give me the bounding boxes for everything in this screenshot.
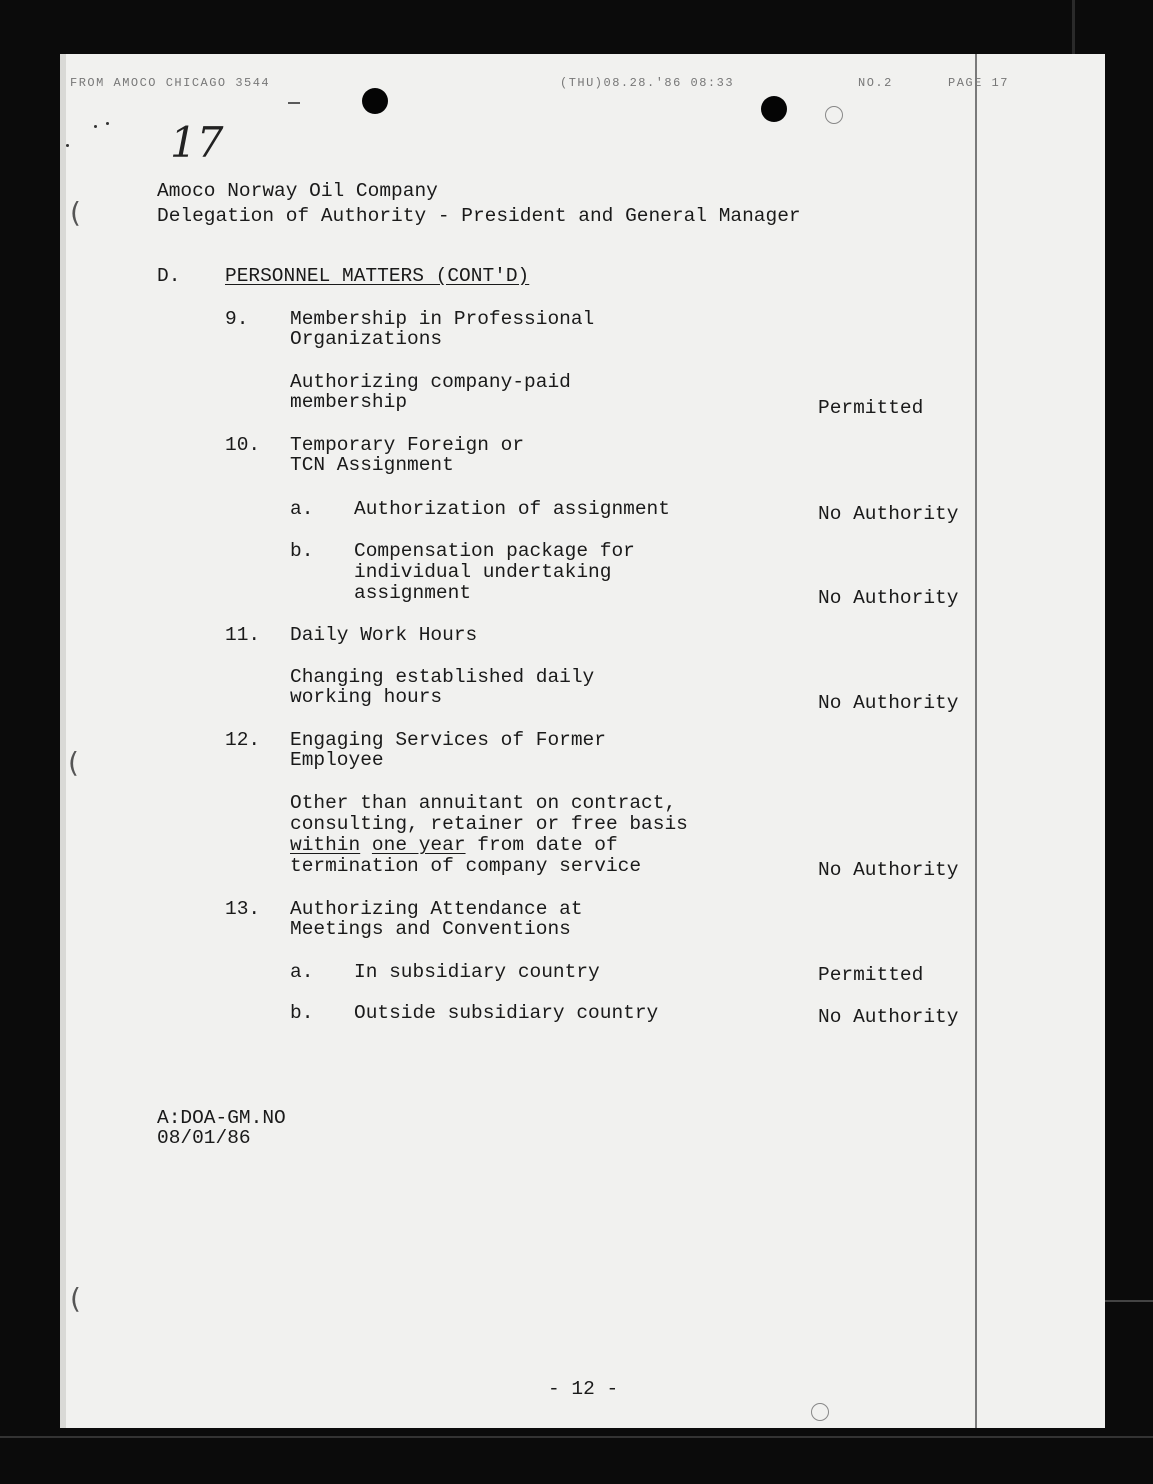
item-title: Meetings and Conventions	[290, 918, 571, 940]
fax-datetime: (THU)08.28.'86 08:33	[560, 76, 735, 90]
document-title: Delegation of Authority - President and General Manager	[157, 205, 801, 227]
description-rest: from date of	[465, 834, 618, 856]
item-title: Authorizing Attendance at	[290, 898, 583, 920]
item-description	[290, 835, 618, 856]
margin-line	[975, 54, 977, 1428]
margin-bracket: (	[70, 196, 81, 229]
item-title: Engaging Services of Former	[290, 729, 606, 751]
page-number: - 12 -	[548, 1378, 619, 1400]
authority-value: No Authority	[818, 859, 959, 881]
handwritten-page-number: 17	[170, 118, 224, 167]
item-number: 10.	[225, 434, 261, 456]
subitem-text: individual undertaking	[354, 561, 612, 583]
authority-value: No Authority	[818, 587, 959, 609]
fax-page: PAGE 17	[948, 76, 1009, 90]
emphasis-one-year: one year	[371, 834, 466, 856]
subitem-letter: b.	[290, 540, 314, 562]
subitem-text: assignment	[354, 582, 472, 604]
subitem-text: Authorization of assignment	[354, 498, 670, 520]
document-page	[60, 54, 1105, 1428]
item-number: 9.	[225, 308, 249, 330]
ring-mark	[811, 1403, 829, 1421]
item-description: Authorizing company-paid	[290, 371, 571, 393]
item-description: consulting, retainer or free basis	[290, 813, 688, 835]
subitem-letter: a.	[290, 498, 314, 520]
item-title: Membership in Professional	[290, 308, 595, 330]
space	[360, 834, 372, 856]
page-edge	[60, 54, 66, 1428]
punch-hole	[761, 96, 787, 122]
margin-bracket: (	[70, 1282, 81, 1315]
item-description: Changing established daily	[290, 666, 595, 688]
margin-bracket: (	[68, 746, 79, 779]
authority-value: No Authority	[818, 1006, 959, 1028]
frame-edge	[0, 1436, 1153, 1438]
fax-from: FROM AMOCO CHICAGO 3544	[70, 76, 271, 90]
item-number: 12.	[225, 729, 261, 751]
company-name: Amoco Norway Oil Company	[157, 180, 438, 202]
subitem-letter: a.	[290, 961, 314, 983]
frame-edge	[1072, 0, 1075, 54]
authority-value: Permitted	[818, 964, 924, 986]
speck	[66, 144, 69, 147]
item-number: 13.	[225, 898, 261, 920]
item-description: termination of company service	[290, 855, 642, 877]
authority-value: No Authority	[818, 692, 959, 714]
authority-value: No Authority	[818, 503, 959, 525]
item-title: Daily Work Hours	[290, 624, 478, 646]
authority-value: Permitted	[818, 397, 924, 419]
section-title: PERSONNEL MATTERS (CONT'D)	[225, 265, 530, 287]
item-title: Employee	[290, 749, 384, 771]
subitem-text: Outside subsidiary country	[354, 1002, 659, 1024]
frame-edge	[1105, 1300, 1153, 1302]
revision-date: 08/01/86	[157, 1127, 251, 1149]
item-title: Organizations	[290, 328, 443, 350]
section-letter: D.	[157, 265, 181, 287]
item-number: 11.	[225, 624, 261, 646]
item-description: working hours	[290, 686, 443, 708]
item-description: membership	[290, 391, 408, 413]
fax-number: NO.2	[858, 76, 893, 90]
ring-mark	[825, 106, 843, 124]
speck	[94, 125, 97, 128]
speck	[288, 102, 300, 104]
emphasis-within: within	[290, 834, 361, 856]
subitem-text: In subsidiary country	[354, 961, 600, 983]
subitem-text: Compensation package for	[354, 540, 635, 562]
item-description: Other than annuitant on contract,	[290, 792, 677, 814]
item-title: Temporary Foreign or	[290, 434, 525, 456]
item-title: TCN Assignment	[290, 454, 454, 476]
speck	[106, 122, 109, 125]
file-reference: A:DOA-GM.NO	[157, 1107, 286, 1129]
subitem-letter: b.	[290, 1002, 314, 1024]
punch-hole	[362, 88, 388, 114]
